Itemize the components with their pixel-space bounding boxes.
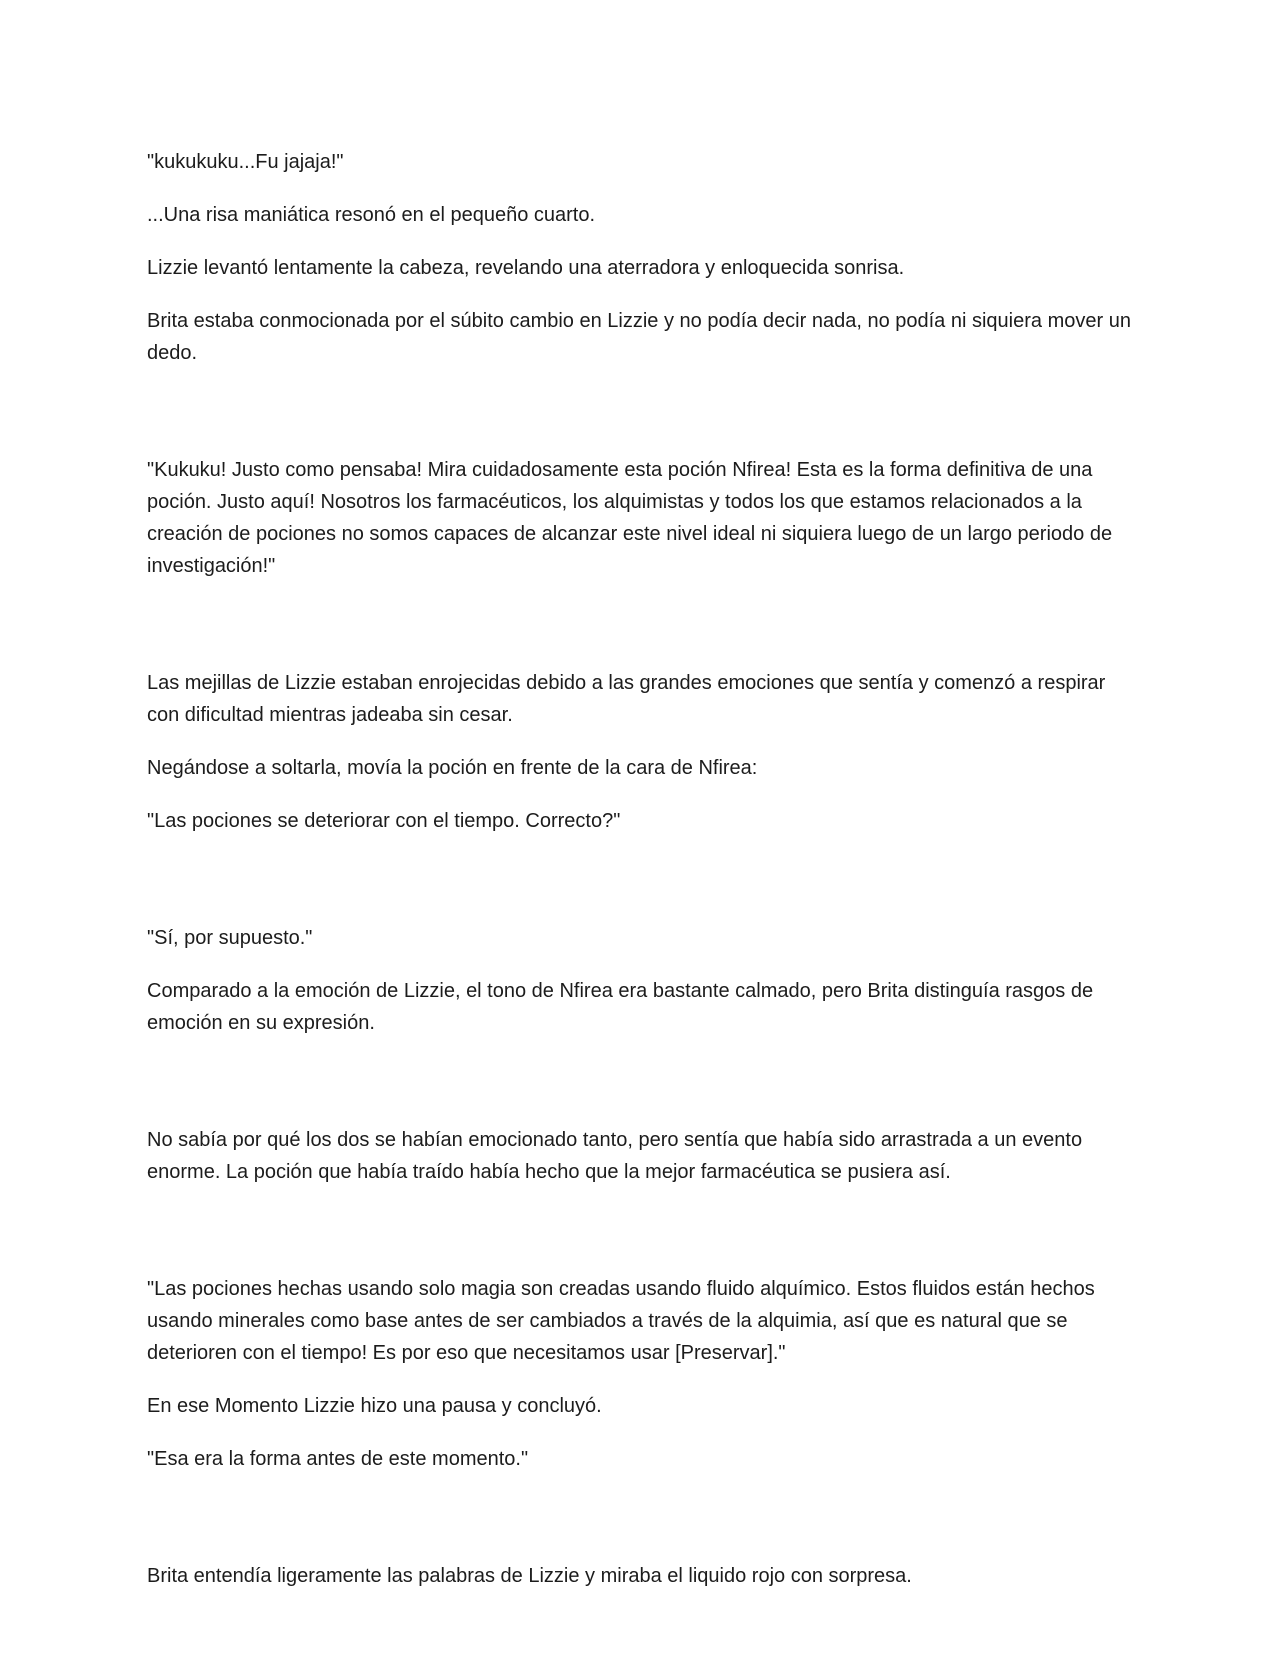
paragraph: "Esa era la forma antes de este momento." bbox=[147, 1448, 529, 1470]
paragraph: Lizzie levantó lentamente la cabeza, revelando una aterradora y enloquecida sonrisa. bbox=[147, 257, 905, 279]
paragraph: "kukukuku...Fu jajaja!" bbox=[147, 151, 344, 173]
paragraph: "Las pociones se deteriorar con el tiempo. Correcto?" bbox=[147, 810, 621, 832]
paragraph: Brita entendía ligeramente las palabras de Lizzie y miraba el liquido rojo con sorpresa. bbox=[147, 1565, 912, 1587]
document-body bbox=[147, 146, 1137, 1592]
paragraph: En ese Momento Lizzie hizo una pausa y concluyó. bbox=[147, 1395, 602, 1417]
paragraph: Comparado a la emoción de Lizzie, el tono de Nfirea era bastante calmado, pero Brita distinguía rasgos de emoción en su expresión. bbox=[147, 980, 1094, 1034]
paragraph: No sabía por qué los dos se habían emocionado tanto, pero sentía que había sido arrastrada a un evento enorme. La poción que había traído había hecho que la mejor farmacéutica se pusiera así. bbox=[147, 1129, 1083, 1183]
paragraph: "Kukuku! Justo como pensaba! Mira cuidadosamente esta poción Nfirea! Esta es la forma definitiva de una poción. Justo aquí! Nosotros los farmacéuticos, los alquimistas y todos los que estamos relacionados a la creación de pociones no somos capaces de alcanzar este nivel ideal ni siquiera luego de un largo periodo de investigación!" bbox=[147, 459, 1113, 577]
paragraph: Negándose a soltarla, movía la poción en frente de la cara de Nfirea: bbox=[147, 757, 758, 779]
paragraph: ...Una risa maniática resonó en el pequeño cuarto. bbox=[147, 204, 596, 226]
paragraph: "Sí, por supuesto." bbox=[147, 927, 313, 949]
paragraph: Las mejillas de Lizzie estaban enrojecidas debido a las grandes emociones que sentía y comenzó a respirar con dificultad mientras jadeaba sin cesar. bbox=[147, 672, 1106, 726]
paragraph: Brita estaba conmocionada por el súbito cambio en Lizzie y no podía decir nada, no podía ni siquiera mover un dedo. bbox=[147, 310, 1131, 364]
paragraph: "Las pociones hechas usando solo magia son creadas usando fluido alquímico. Estos fluidos están hechos usando minerales como base antes de ser cambiados a través de la alquimia, así que es natural que se deterioren con el tiempo! Es por eso que necesitamos usar [Preservar]." bbox=[147, 1278, 1095, 1364]
